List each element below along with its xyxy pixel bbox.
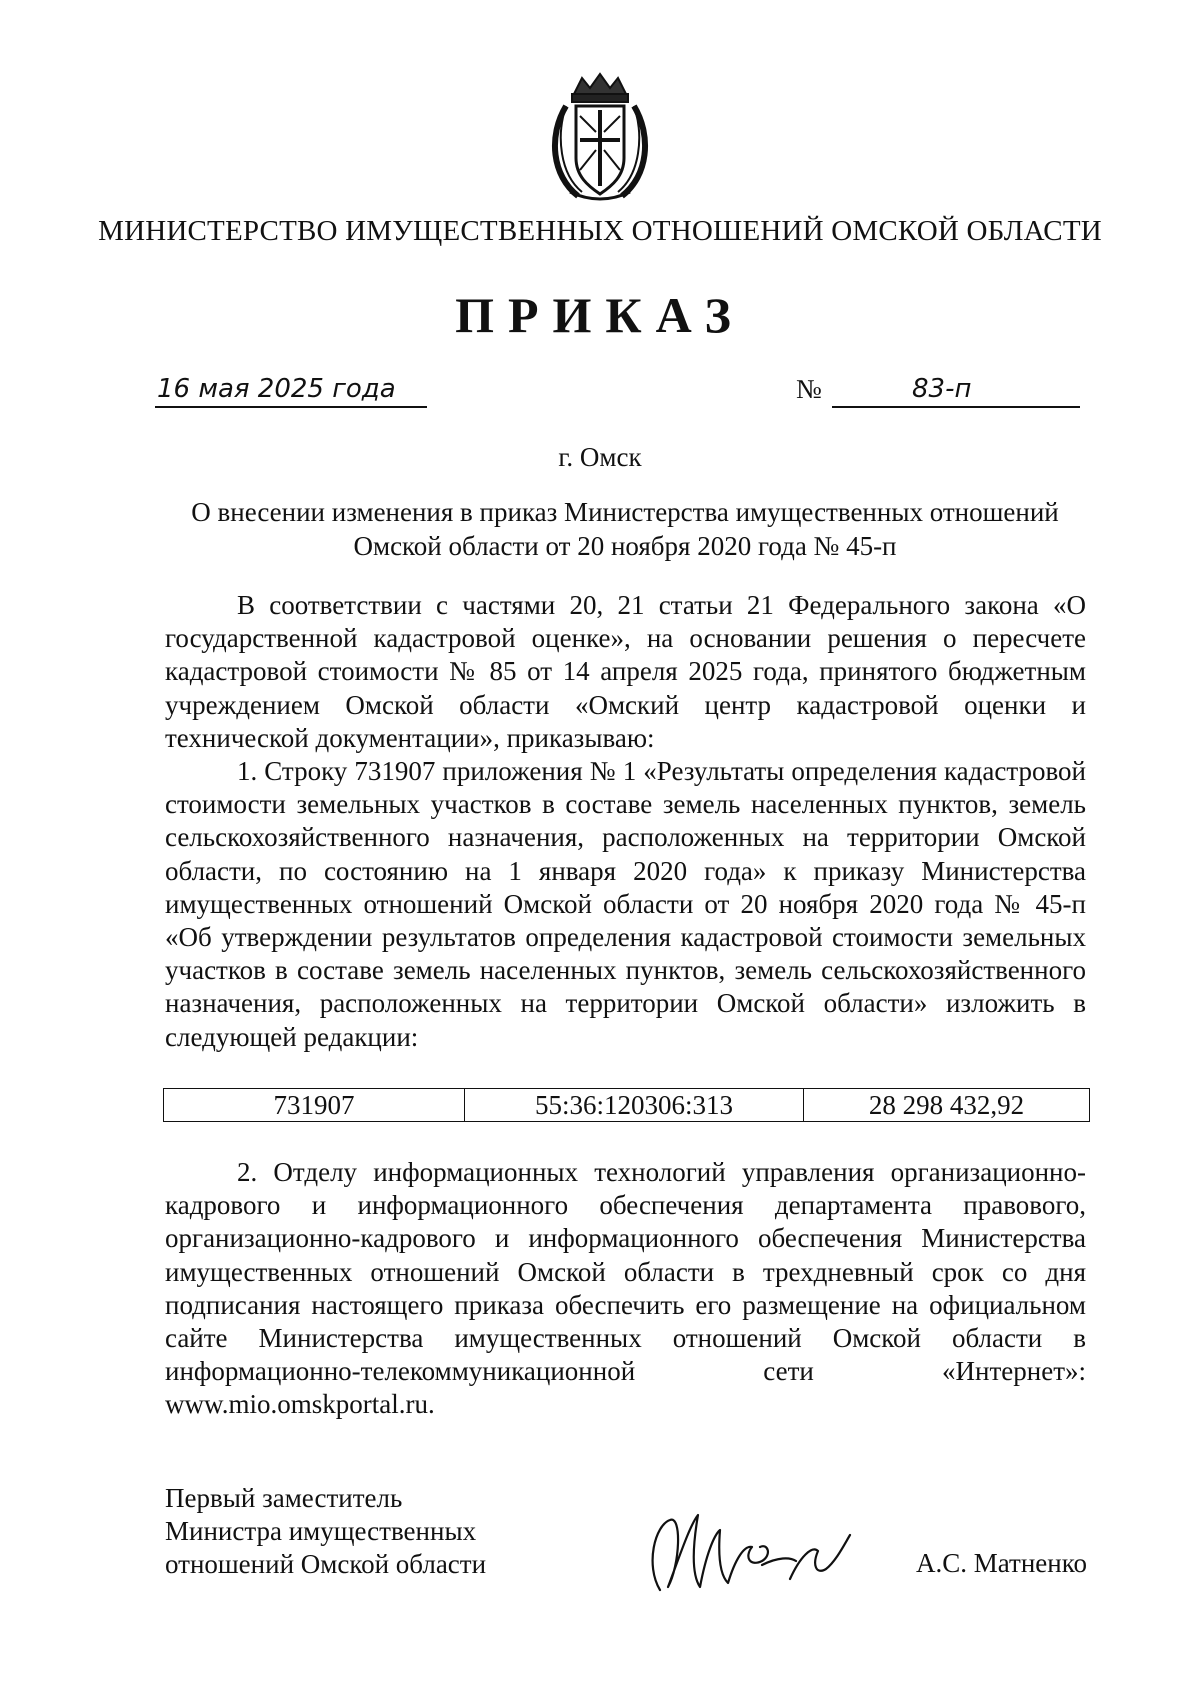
cadastral-table [163,1088,1090,1122]
signer-position-line: Министра имущественных [165,1516,477,1546]
signer-position-line: Первый заместитель [165,1483,403,1513]
paragraph-item-1: 1. Строку 731907 приложения № 1 «Результаты определения кадастровой стоимости земельных участков в составе земель населенных пунктов, земель сельскохозяйственного назначения, расположенных на территории Омской области, по состоянию на 1 января 2020 года» к приказу Министерства имущественных отношений Омской области от 20 ноября 2020 года № 45-п «Об утверждении результатов определения кадастровой стоимости земельных участков в составе земель населенных пунктов, земель сельскохозяйственного назначения, расположенных на территории Омской области» изложить в следующей редакции: [165,756,1086,1052]
paragraph-item-2: 2. Отделу информационных технологий управления организационно-кадрового и информационного обеспечения департамента правового, организационно-кадрового и информационного обеспечения Министерства имущественных отношений Омской области в трехдневный срок со дня подписания настоящего приказа обеспечить его размещение на официальном сайте Министерства имущественных отношений Омской области в информационно-телекоммуникационной сети «Интернет»: www.mio.omskportal.ru. [165,1157,1086,1420]
signer-position [165,1482,486,1581]
table-cell-cadastral-number: 55:36:120306:313 [465,1089,804,1122]
table-cell-row-number: 731907 [164,1089,465,1122]
subject-line: О внесении изменения в приказ Министерства имущественных отношений [191,497,1059,527]
city: г. Омск [558,442,642,472]
order-number: 83-п [832,372,1080,408]
handwritten-signature [640,1495,860,1600]
table-row [164,1089,1090,1122]
coat-of-arms-icon [530,66,670,206]
subject-line: Омской области от 20 ноября 2020 года № 45-п [353,531,897,561]
signer-position-line: отношений Омской области [165,1549,487,1579]
order-number-label: № [796,374,822,404]
table-cell-cadastral-value: 28 298 432,92 [804,1089,1090,1122]
document-title: ПРИКАЗ [455,287,745,343]
ministry-name: МИНИСТЕРСТВО ИМУЩЕСТВЕННЫХ ОТНОШЕНИЙ ОМСКОЙ ОБЛАСТИ [98,215,1102,247]
order-subject [160,495,1090,563]
signer-name: А.С. Матненко [916,1548,1087,1578]
order-date: 16 мая 2025 года [155,372,427,408]
paragraph-preamble: В соответствии с частями 20, 21 статьи 21 Федерального закона «О государственной кадастровой оценке», на основании решения о пересчете кадастровой стоимости № 85 от 14 апреля 2025 года, принятого бюджетным учреждением Омской области «Омский центр кадастровой оценки и технической документации», приказываю: [165,590,1086,753]
